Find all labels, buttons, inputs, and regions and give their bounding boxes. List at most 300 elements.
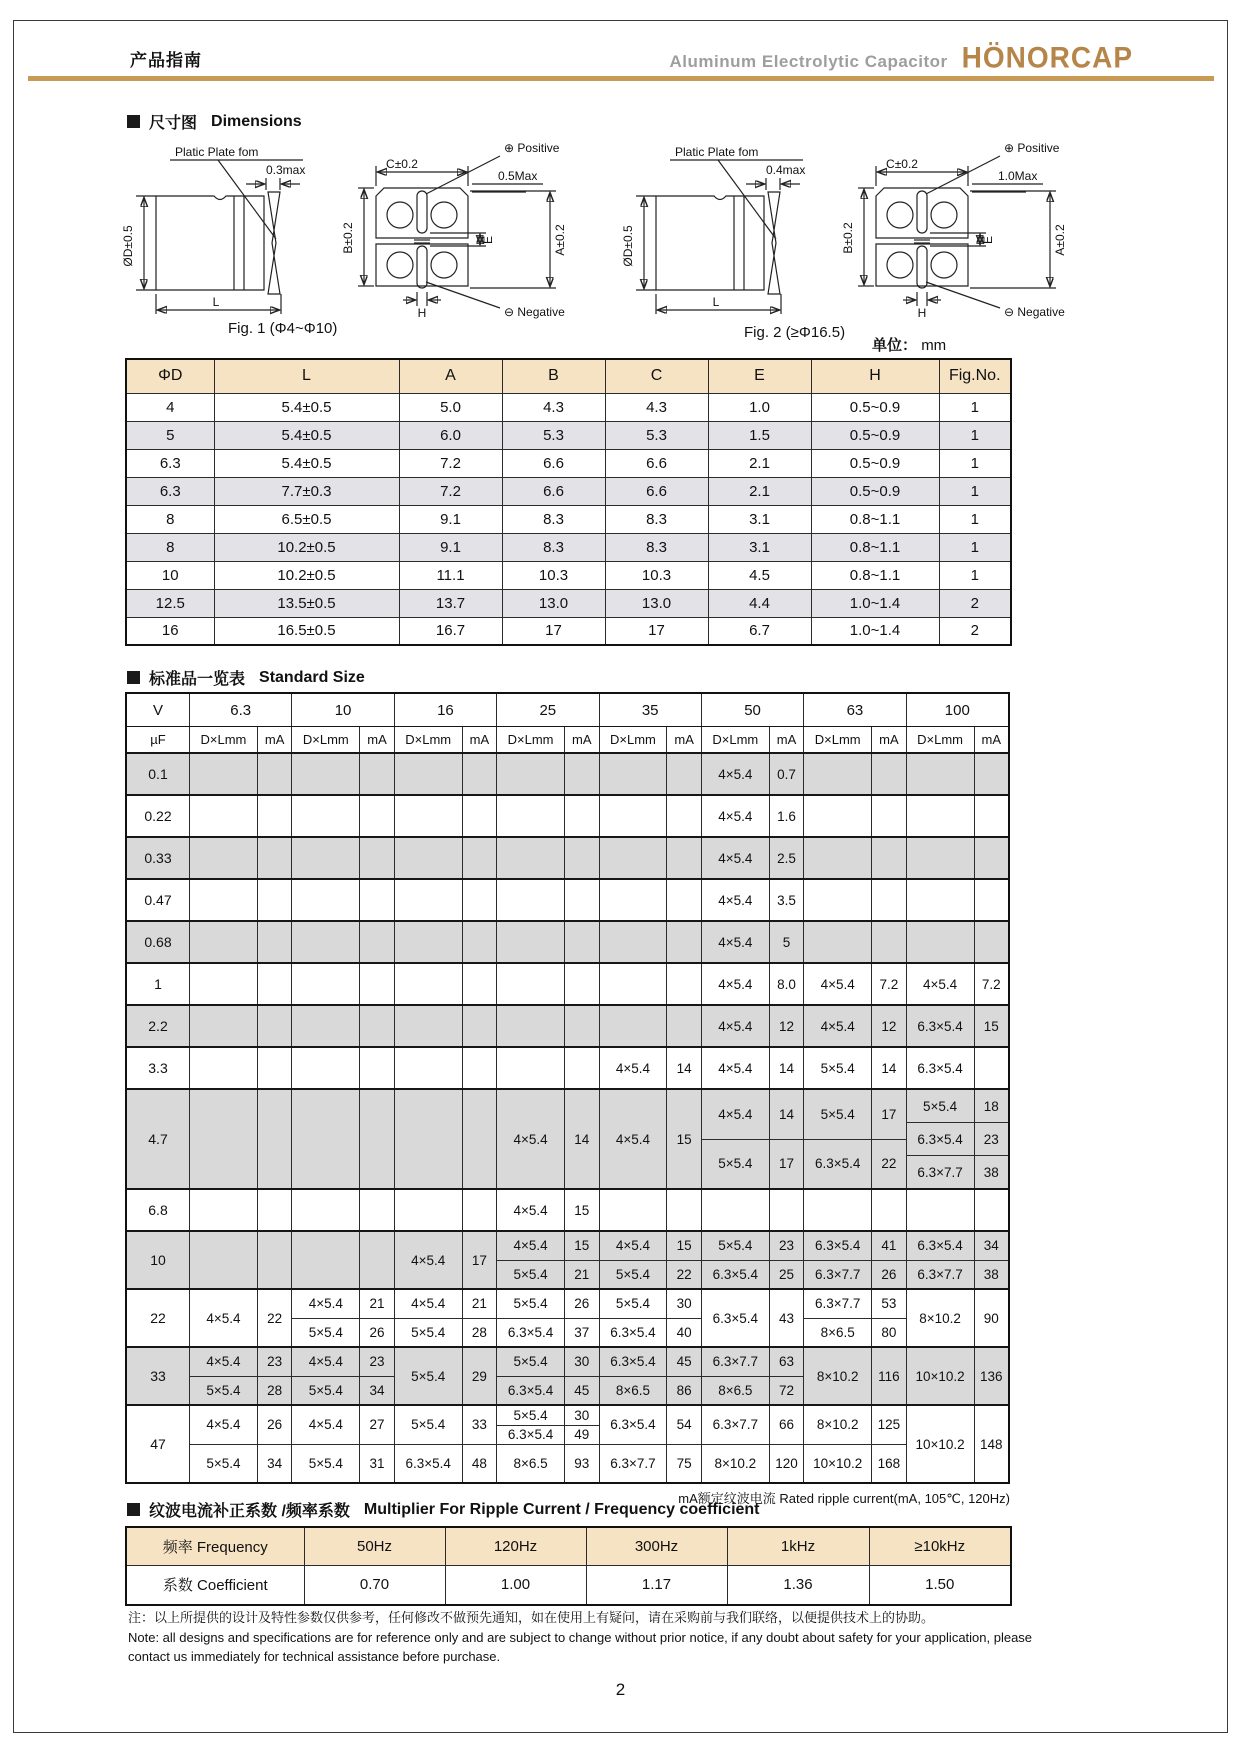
ripple-value: 29 (471, 1368, 487, 1384)
dim-column-header: B (502, 359, 605, 393)
std-subrow (702, 1290, 803, 1346)
size-value (292, 838, 360, 878)
std-subrow (702, 1444, 803, 1483)
size-value (600, 838, 668, 878)
std-subrow (190, 1090, 291, 1188)
std-subrow (497, 1260, 598, 1289)
size-value (190, 1232, 258, 1288)
size-value (907, 1190, 975, 1230)
std-subrow (600, 1290, 701, 1318)
uf-value: 2.2 (148, 1018, 168, 1034)
ripple-value (872, 1190, 905, 1230)
std-row (127, 1088, 1008, 1188)
size-value: 8×10.2 (702, 1445, 770, 1483)
std-subrow (292, 1090, 393, 1188)
size-value (292, 754, 360, 794)
size-value: 5×5.4 (190, 1377, 258, 1405)
std-cell (701, 838, 803, 878)
ripple-value (360, 796, 393, 836)
size-value (395, 922, 463, 962)
note-en-line1: Note: all designs and specifications are for reference only and are subject to change without prior notice, if any doubt about safety for your application, please (128, 1629, 1033, 1645)
size-value: 5×5.4 (497, 1261, 565, 1289)
size-value: 6.3×7.7 (702, 1348, 770, 1376)
ripple-value: 41 (881, 1238, 897, 1254)
std-subrow (190, 1190, 291, 1230)
ripple-value (258, 964, 291, 1004)
size-value (292, 1090, 360, 1188)
dim-cell: 1.5 (708, 421, 811, 449)
std-subrow (600, 1232, 701, 1260)
ripple-value (463, 1090, 496, 1188)
fig2-plate-gap-label: 0.4max (766, 163, 806, 177)
size-value: 5×5.4 (497, 1348, 565, 1376)
std-subrow (292, 880, 393, 920)
ripple-value: 14 (881, 1060, 897, 1076)
ripple-value: 26 (267, 1417, 283, 1433)
std-subrow (804, 1232, 905, 1260)
ripple-value (463, 880, 496, 920)
section-bullet-icon (127, 115, 140, 128)
std-subrow (907, 1232, 1008, 1260)
ripple-value: 26 (574, 1296, 590, 1312)
dim-column-header: A (399, 359, 502, 393)
std-cell (496, 964, 598, 1004)
ripple-value: 15 (983, 1018, 999, 1034)
std-subrow (292, 1444, 393, 1483)
size-value: 6.3×7.7 (600, 1445, 668, 1483)
dim-cell: 1 (939, 533, 1011, 561)
size-value: 4×5.4 (702, 922, 770, 962)
fig1-b-label: B±0.2 (341, 222, 355, 254)
ripple-value: 54 (676, 1417, 692, 1433)
size-value: 10×10.2 (907, 1406, 975, 1482)
ripple-value (565, 1048, 598, 1088)
std-subrow (600, 1048, 701, 1088)
std-subrow (497, 1318, 598, 1347)
std-subrow (190, 1290, 291, 1346)
std-subrow (497, 1290, 598, 1318)
size-header: D×Lmm (292, 727, 360, 752)
ripple-value: 21 (369, 1296, 385, 1312)
size-value: 4×5.4 (600, 1232, 668, 1260)
size-value: 4×5.4 (702, 880, 770, 920)
std-subrow (190, 1406, 291, 1444)
dim-cell: 1 (939, 477, 1011, 505)
ripple-value (565, 880, 598, 920)
std-subrow (497, 1406, 598, 1425)
fig2-diameter-label: ØD±0.5 (621, 225, 635, 267)
dim-cell: 1 (939, 561, 1011, 589)
size-value (395, 1006, 463, 1046)
ripple-value (667, 922, 700, 962)
std-subrow (804, 1260, 905, 1289)
size-value (907, 922, 975, 962)
std-subrow (497, 1348, 598, 1376)
std-subrow (190, 1048, 291, 1088)
std-cell (701, 1406, 803, 1482)
ripple-value (463, 838, 496, 878)
size-value: 6.3×5.4 (600, 1406, 668, 1444)
std-cell (803, 1406, 905, 1482)
dim-cell: 16.7 (399, 617, 502, 645)
dim-cell: 2 (939, 589, 1011, 617)
dim-cell: 2 (939, 617, 1011, 645)
size-value: 5×5.4 (804, 1048, 872, 1088)
std-cell (599, 754, 701, 794)
size-value: 4×5.4 (497, 1232, 565, 1260)
size-value: 4×5.4 (702, 1090, 770, 1139)
size-value: 6.3×7.7 (804, 1261, 872, 1289)
std-cell (599, 964, 701, 1004)
std-cell (189, 754, 291, 794)
std-subrow (702, 1139, 803, 1189)
std-cell (701, 1048, 803, 1088)
std-subrow (804, 1006, 905, 1046)
dim-cell: 11.1 (399, 561, 502, 589)
ripple-value (565, 796, 598, 836)
size-value (190, 838, 258, 878)
ripple-value: 27 (369, 1417, 385, 1433)
std-subrow (497, 880, 598, 920)
freq-header: 120Hz (445, 1527, 586, 1565)
std-cell (701, 796, 803, 836)
std-cell (496, 1090, 598, 1188)
dim-table-row (126, 533, 1011, 561)
section-heading-en: Multiplier For Ripple Current / Frequency coefficient (363, 1500, 760, 1518)
std-subrow (600, 880, 701, 920)
size-value (804, 1190, 872, 1230)
std-cell (599, 1232, 701, 1288)
std-subrow (497, 796, 598, 836)
std-subrow (190, 964, 291, 1004)
std-subrow (600, 1444, 701, 1483)
ripple-value (463, 1006, 496, 1046)
uf-value: 0.47 (144, 892, 172, 908)
uf-value: 47 (150, 1436, 166, 1452)
size-value: 6.3×5.4 (702, 1261, 770, 1289)
dim-cell: 13.0 (605, 589, 708, 617)
ripple-value: 136 (980, 1368, 1003, 1384)
uf-value: 0.68 (144, 934, 172, 950)
std-subrow (395, 838, 496, 878)
freq-header: 1kHz (727, 1527, 869, 1565)
dim-cell: 5.4±0.5 (214, 393, 399, 421)
size-value: 5×5.4 (600, 1261, 668, 1289)
size-value: 10×10.2 (907, 1348, 975, 1404)
std-cell (189, 880, 291, 920)
size-value (395, 754, 463, 794)
std-subrow (190, 1006, 291, 1046)
dim-cell: 6.6 (502, 477, 605, 505)
ripple-value: 28 (267, 1382, 283, 1398)
std-subrow (907, 1122, 1008, 1155)
ripple-value (463, 754, 496, 794)
size-value: 8×6.5 (600, 1377, 668, 1405)
dim-cell: 2.1 (708, 449, 811, 477)
dim-cell: 1 (939, 421, 1011, 449)
ripple-value (258, 1190, 291, 1230)
std-subrow (292, 838, 393, 878)
uf-value: 4.7 (148, 1131, 168, 1147)
size-value (804, 838, 872, 878)
dim-cell: 0.8~1.1 (811, 561, 939, 589)
ripple-value (975, 1048, 1008, 1088)
std-subrow (907, 1290, 1008, 1346)
std-cell (803, 1006, 905, 1046)
ripple-value: 3.5 (777, 892, 796, 908)
size-value (600, 922, 668, 962)
std-subrow (292, 754, 393, 794)
ripple-value (463, 1048, 496, 1088)
ripple-value (667, 964, 700, 1004)
std-subrow (190, 1348, 291, 1376)
dim-cell: 0.8~1.1 (811, 505, 939, 533)
std-cell (906, 1232, 1008, 1288)
size-value (600, 796, 668, 836)
std-subrow (702, 880, 803, 920)
section-heading-cn: 纹波电流补正系数 /频率系数 (149, 1503, 350, 1520)
ripple-value: 33 (471, 1417, 487, 1433)
size-header: D×Lmm (702, 727, 770, 752)
std-cell (906, 838, 1008, 878)
dim-cell: 13.5±0.5 (214, 589, 399, 617)
std-cell (496, 1406, 598, 1482)
ripple-value: 1.6 (777, 808, 796, 824)
std-subrow (190, 922, 291, 962)
ripple-value: 34 (267, 1455, 283, 1471)
ripple-value: 37 (574, 1324, 590, 1340)
section-heading-cn: 标准品一览表 (149, 671, 246, 688)
dim-cell: 6.6 (502, 449, 605, 477)
ripple-value (258, 1048, 291, 1088)
dim-cell: 16.5±0.5 (214, 617, 399, 645)
std-cell (599, 1290, 701, 1346)
dim-cell: 5.4±0.5 (214, 421, 399, 449)
coefficient-value: 1.17 (586, 1565, 727, 1605)
dim-cell: 10 (126, 561, 214, 589)
fig2-length-label: L (712, 295, 720, 309)
size-value: 6.3×5.4 (497, 1426, 565, 1445)
std-cell (394, 754, 496, 794)
std-cell (189, 922, 291, 962)
ripple-value: 17 (471, 1252, 487, 1268)
size-value: 4×5.4 (702, 838, 770, 878)
ripple-value: 14 (779, 1060, 795, 1076)
figure-1-caption: Fig. 1 (Φ4~Φ10) (228, 320, 338, 337)
size-value (190, 1190, 258, 1230)
std-subrow (600, 964, 701, 1004)
ripple-value: 86 (676, 1382, 692, 1398)
ripple-value: 48 (471, 1455, 487, 1471)
std-cell (291, 922, 393, 962)
fig1-plate-label: Platic Plate fom (175, 145, 259, 159)
size-value: 6.3×5.4 (395, 1445, 463, 1483)
std-subrow (907, 922, 1008, 962)
std-cell (701, 1232, 803, 1288)
size-value: 8×6.5 (497, 1445, 565, 1482)
dim-cell: 0.5~0.9 (811, 449, 939, 477)
std-subrow (395, 1006, 496, 1046)
std-cell (291, 796, 393, 836)
ripple-value: 43 (779, 1310, 795, 1326)
ripple-value (463, 796, 496, 836)
ripple-value: 22 (267, 1310, 283, 1326)
ripple-value (872, 838, 905, 878)
std-subrow (190, 796, 291, 836)
size-value (395, 1190, 463, 1230)
ripple-value (667, 1190, 700, 1230)
size-value: 5×5.4 (804, 1090, 872, 1139)
ripple-value (975, 1190, 1008, 1230)
std-cell (906, 1048, 1008, 1088)
size-value (190, 1090, 258, 1188)
dim-column-header: ΦD (126, 359, 214, 393)
std-cell (803, 1348, 905, 1404)
std-subrow (497, 1048, 598, 1088)
fig2-positive-label: ⊕ Positive (1004, 141, 1060, 155)
std-cell (496, 838, 598, 878)
size-value: 6.3×5.4 (600, 1348, 668, 1376)
ripple-value (258, 880, 291, 920)
size-value (497, 922, 565, 962)
size-header: D×Lmm (907, 727, 975, 752)
dim-column-header: Fig.No. (939, 359, 1011, 393)
ripple-value (667, 796, 700, 836)
std-cell (496, 754, 598, 794)
size-value: 4×5.4 (600, 1090, 668, 1188)
ripple-value (565, 838, 598, 878)
size-value (395, 1090, 463, 1188)
std-subrow (907, 1006, 1008, 1046)
size-value (907, 754, 975, 794)
std-cell (803, 922, 905, 962)
voltage-header: 25 (496, 694, 598, 726)
ripple-value (360, 1048, 393, 1088)
ripple-value (360, 1006, 393, 1046)
size-value: 4×5.4 (702, 754, 770, 794)
size-header: D×Lmm (395, 727, 463, 752)
ripple-value: 2.5 (777, 850, 796, 866)
ripple-value (360, 1090, 393, 1188)
coefficient-value: 1.36 (727, 1565, 869, 1605)
std-cell (701, 1348, 803, 1404)
ripple-value: 75 (676, 1455, 692, 1471)
fig2-e-label: E (981, 235, 995, 245)
size-value: 6.3×5.4 (702, 1290, 770, 1346)
ripple-value: 26 (881, 1266, 897, 1282)
ripple-value (975, 754, 1008, 794)
dim-table-row (126, 393, 1011, 421)
note-cn: 注：以上所提供的设计及特性参数仅供参考，任何修改不做预先通知，如在使用上有疑问，请在采购前与我们联络，以便提供技术上的协助。 (128, 1610, 935, 1625)
std-cell (394, 1090, 496, 1188)
std-cell (189, 1006, 291, 1046)
std-cell (394, 1006, 496, 1046)
std-cell (599, 796, 701, 836)
std-cell (394, 796, 496, 836)
size-header: D×Lmm (804, 727, 872, 752)
size-ripple-header (189, 727, 291, 752)
size-value: 6.3×7.7 (804, 1290, 872, 1318)
dim-cell: 8.3 (502, 533, 605, 561)
dim-cell: 6.6 (605, 449, 708, 477)
fig2-c-label: C±0.2 (886, 157, 918, 171)
size-ripple-header (291, 727, 393, 752)
std-subrow (190, 1376, 291, 1405)
dim-cell: 9.1 (399, 505, 502, 533)
dim-cell: 12.5 (126, 589, 214, 617)
size-ripple-header (803, 727, 905, 752)
size-value (600, 754, 668, 794)
size-value: 4×5.4 (702, 1006, 770, 1046)
ripple-value: 45 (676, 1354, 692, 1370)
std-cell (701, 754, 803, 794)
dim-cell: 4.4 (708, 589, 811, 617)
ripple-value (258, 838, 291, 878)
ripple-value: 14 (779, 1106, 795, 1122)
dim-cell: 17 (502, 617, 605, 645)
std-subrow (395, 1290, 496, 1318)
ripple-value: 23 (983, 1131, 999, 1147)
ripple-value (360, 880, 393, 920)
ripple-value (258, 754, 291, 794)
std-cell (701, 880, 803, 920)
dim-table-row (126, 477, 1011, 505)
size-value (292, 922, 360, 962)
ripple-value: 45 (574, 1382, 590, 1398)
section-heading-en: Dimensions (211, 112, 302, 130)
size-value: 5×5.4 (497, 1406, 565, 1425)
dimensions-table (125, 358, 1012, 646)
size-value (395, 964, 463, 1004)
std-subrow (292, 1318, 393, 1347)
size-value (907, 838, 975, 878)
freq-header-row (126, 1527, 1011, 1565)
std-subrow (804, 1348, 905, 1404)
coefficient-value: 系数 Coefficient (126, 1565, 304, 1605)
header-subtitle: Aluminum Electrolytic Capacitor (669, 52, 948, 71)
std-cell (189, 1290, 291, 1346)
std-subrow (395, 922, 496, 962)
size-value (497, 964, 565, 1004)
std-subrow (702, 1260, 803, 1289)
ripple-value: 17 (881, 1106, 897, 1122)
size-value: 6.3×5.4 (804, 1140, 872, 1189)
fig1-plate-gap-label: 0.3max (266, 163, 306, 177)
size-value: 6.3×5.4 (907, 1048, 975, 1088)
ripple-value: 8.0 (777, 976, 796, 992)
std-subrow (292, 1376, 393, 1405)
voltage-header: 6.3 (189, 694, 291, 726)
ripple-value (565, 922, 598, 962)
ripple-value: 23 (779, 1238, 795, 1254)
ripple-value: 168 (877, 1455, 901, 1471)
coefficient-value: 1.50 (869, 1565, 1011, 1605)
fig1-diameter-label: ØD±0.5 (121, 225, 135, 267)
ripple-value (667, 880, 700, 920)
ripple-value: 49 (574, 1427, 590, 1443)
size-value (804, 922, 872, 962)
ripple-value (565, 754, 598, 794)
ripple-value: 22 (676, 1266, 692, 1282)
voltage-header: 10 (291, 694, 393, 726)
size-value: 10×10.2 (804, 1445, 872, 1483)
std-subrow (600, 1190, 701, 1230)
ripple-value: 15 (676, 1238, 692, 1254)
std-subrow (702, 838, 803, 878)
std-row (127, 836, 1008, 878)
std-subrow (907, 1406, 1008, 1482)
size-value: 5×5.4 (292, 1319, 360, 1347)
